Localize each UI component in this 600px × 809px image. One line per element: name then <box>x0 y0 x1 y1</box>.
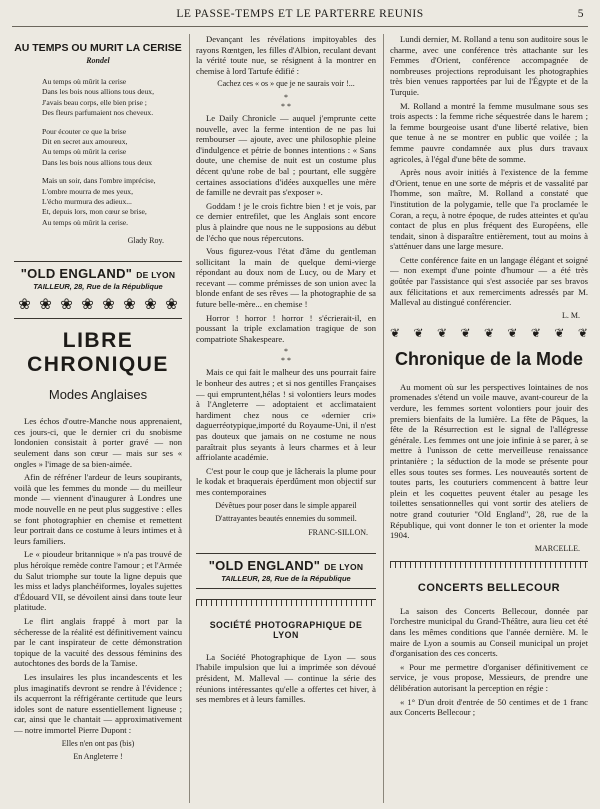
ad-title <box>196 558 376 573</box>
column-3 <box>390 34 588 803</box>
paragraph: Le Daily Chronicle — auquel j'emprunte cette nouvelle, avec la ferme intention de ne pas lui rembourser — ajoute, avec une philosophie pleine d'indulgence et pétrie de bonnes intentions : « Sans doute, une chemise de nuit est un costume plus décent qu'une robe de bal ; pourtant, elle suggère certaines associations d'idées auxquelles une mère de famille ne devrait pas s'exposer ». <box>196 112 376 198</box>
column-rule <box>189 34 190 803</box>
swan-ornament-icon: ❦ <box>460 325 471 340</box>
poem-stanza <box>14 77 182 119</box>
flower-ornament-icon: ❀ <box>144 297 157 314</box>
paragraph: « 1° D'un droit d'entrée de 50 centimes et de 1 franc aux Concerts Bellecour ; <box>390 696 588 718</box>
swan-ornament-icon: ❦ <box>577 325 588 340</box>
ad-address: TAILLEUR, 28, Rue de la République <box>221 573 351 583</box>
ad-title-suffix: DE LYON <box>324 561 364 572</box>
poem-line: L'ombre mourra de mes yeux, <box>42 186 133 196</box>
concerts-heading: CONCERTS BELLECOUR <box>417 581 561 594</box>
quote-line: En Angleterre ! <box>73 752 123 762</box>
flower-ornament-icon: ❀ <box>60 297 73 314</box>
verse-line: D'attrayantes beautés ennemies du sommeil. <box>215 514 357 524</box>
paragraph: Après nous avoir initiés à l'existence de la femme d'Orient, tenue en une sorte de mépris et de vassalité par l'homme, son maître, M. Rolland a constaté que l'institution de la polygamie, telle que l'a proclamée le Coran, a reçu, à notre époque, de rudes atteintes et qu'au contact de plus en plus fréquent des Européens, elle tendait, sinon à disparaître entièrement, tout au moins à s'atténuer dans une large mesure. <box>390 167 588 252</box>
paragraph: Goddam ! je le crois fichtre bien ! et je vois, par ce dernier entrefilet, que les Anglais sont encore plus à plaindre que nous ne le supposions au début de l'écho que nous répercutons. <box>196 200 376 243</box>
paragraph: M. Rolland a montré la femme musulmane sous ses trois aspects : la femme riche séquestrée dans le harem ; la femme bourgeoise usant d'une liberté relative, bien que tenue à ne se montrer en public que voilée ; la femme pauvre condamnée aux plus durs travaux agricoles, à l'égal d'une bête de somme. <box>390 100 588 164</box>
paragraph: « Pour me permettre d'organiser définitivement ce service, je vous propose, Messieurs, de prendre une délibération autorisant la perception en régie : <box>390 661 588 693</box>
verse-line: Dévêtues pour poser dans le simple appareil <box>215 500 357 510</box>
ornament-band <box>390 326 588 341</box>
quote-line: Elles n'en ont pas (bis) <box>61 738 135 748</box>
paragraph: Cette conférence faite en un langage élégant et soigné — non exempt d'une pointe d'humour — a été très goûtée par l'assistance qui s'est associée par ses bravos aux félicitations et aux remerciments adressés par M. Malleval au distingué conférencier. <box>390 254 588 308</box>
swan-ornament-icon: ❦ <box>413 325 424 340</box>
ornament-row <box>14 297 182 313</box>
author-signature: L. M. <box>562 310 580 320</box>
ad-title-text: "OLD ENGLAND" <box>20 266 133 282</box>
ad-title-text: "OLD ENGLAND" <box>208 557 321 573</box>
ad-title <box>14 266 182 281</box>
flower-ornament-icon: ❀ <box>123 297 136 314</box>
column-2 <box>196 34 376 803</box>
asterism: * * * <box>281 347 291 366</box>
poem-line: Au temps où mûrit la cerise. <box>42 217 129 227</box>
asterism: * * * <box>281 92 291 111</box>
decorative-rule <box>390 561 588 572</box>
flower-ornament-icon: ❀ <box>18 297 31 314</box>
paragraph: Horror ! horror ! horror ! s'écrierait-il, en poussant la triple exclamation tragique de son compatriote Shakespeare. <box>196 312 376 344</box>
paragraph: La Société Photographique de Lyon — sous l'habile impulsion que lui a imprimée son dévoué président, M. Malleval — continue la série des réunions intéressantes qu'elle a offertes cet hiver, à ses membres et à leurs familles. <box>196 651 376 705</box>
paragraph: Les insulaires les plus incandescents et les plus imaginatifs devront se rendre à l'évidence ; ils acquerront la réfrigérante certitude que leurs idoles sont de nature essentiellement ligneuse ; car, ainsi que le chantait — approximativement — notre immortel Pierre Dupont : <box>14 671 182 735</box>
flower-ornament-icon: ❀ <box>39 297 52 314</box>
journal-title: LE PASSE-TEMPS ET LE PARTERRE REUNIS <box>176 8 424 20</box>
paragraph: Mais ce qui fait le malheur des uns pourrait faire le bonheur des autres ; et si nos gentilles Françaises — qui empruntent,hélas ! si volontiers leurs modes à l'Angleterre — adoptaient et acclimataient hardiment chez nous ce «dernier cri» daguerréotypique,importé du Royaume-Uni, il n'est pas douteux que jamais on ne costume ne nous paraîtrait plus seyants à leurs charmes et à leur affriolante académie. <box>196 367 376 463</box>
poem-line: L'écho murmura des adieux... <box>42 197 132 207</box>
poem-stanza <box>14 176 182 228</box>
old-england-ad <box>14 261 182 319</box>
poem-line: Dans les bois nous allions tous deux, <box>42 87 155 97</box>
paragraph: Afin de réfréner l'ardeur de leurs soupirants, voilà que les femmes du monde — du meilleur monde — viennent d'inaugurer à Londres une mode nouvelle en ne peut plus suggestive : elles se font photographier en chemise et remettent leur portrait dans ce costume à leurs intimes et à leurs familiers. <box>14 472 182 546</box>
swan-ornament-icon: ❦ <box>507 325 518 340</box>
poem-stanza <box>14 127 182 169</box>
chronique-subheading: Modes Anglaises <box>48 387 148 403</box>
page-header <box>12 8 588 27</box>
chronique-heading: LIBRE CHRONIQUE <box>27 329 169 377</box>
poem-line: Des fleurs parfumaient nos cheveux. <box>42 108 154 118</box>
poem-line: Et, depuis lors, mon cœur se brise, <box>42 207 147 217</box>
paragraph: C'est pour le coup que je lâcherais la plume pour le kodak et braquerais éperdûment mon objectif sur mes contemporaines <box>196 465 376 497</box>
poem-line: J'avais beau corps, elle bien prise ; <box>42 97 147 107</box>
flower-ornament-icon: ❀ <box>102 297 115 314</box>
quote-line: Cachez ces « os » que je ne saurais voir !... <box>217 79 355 89</box>
swan-ornament-icon: ❦ <box>554 325 565 340</box>
poem-line: Mais un soir, dans l'ombre imprécise, <box>42 176 156 186</box>
poem-line: Au temps où mûrit la cerise <box>42 147 127 157</box>
swan-ornament-icon: ❦ <box>530 325 541 340</box>
author-signature: FRANC-SILLON. <box>308 527 368 537</box>
swan-ornament-icon: ❦ <box>436 325 448 340</box>
poem-title: AU TEMPS OU MURIT LA CERISE <box>14 42 182 54</box>
author-signature: MARCELLE. <box>534 543 580 553</box>
flower-ornament-icon: ❀ <box>165 297 178 314</box>
ad-title-suffix: DE LYON <box>136 270 176 281</box>
column-rule <box>383 34 384 803</box>
paragraph: La saison des Concerts Bellecour, donnée par l'orchestre municipal du Grand-Théâtre, aura lieu cet été dans les mêmes conditions que l'année dernière. M. le maire de Lyon a soumis au Conseil municipal un projet d'organisation des ces concerts. <box>390 605 588 659</box>
paragraph: Lundi dernier, M. Rolland a tenu son auditoire sous le charme, avec une conférence très attachante sur les Femmes d'Orient, conférence accompagnée de nombreuses projections reproduisant les photographies très bien venues rapportées par lui de l'Égypte et de la Turquie. <box>390 34 588 97</box>
poem-line: Dans les bois nous allions tous deux <box>42 157 153 167</box>
photo-society-heading: SOCIÉTÉ PHOTOGRAPHIQUE DE LYON <box>209 619 363 640</box>
paragraph: Les échos d'outre-Manche nous apprenaient, ces jours-ci, que le dernier cri du snobisme londonien consistait à porter gravé — non seulement dans son cœur — mais sur ses « ongles » l'image de sa bien-aimée. <box>14 416 182 469</box>
page-number: 5 <box>577 8 584 20</box>
old-england-ad <box>196 553 376 589</box>
swan-ornament-icon: ❦ <box>483 325 494 340</box>
poem-line: Pour écouter ce que la brise <box>42 126 127 136</box>
poem-signature: Glady Roy. <box>127 236 164 246</box>
paragraph: Vous figurez-vous l'état d'âme du gentleman sollicitant la main de quelque demi-vierge répondant au doux nom de Lucy, ou de Mary et recevant — comme prémisses de son union avec la blonde enfant de ses rêves — la photographie de sa future belle-mère... en chemise ! <box>196 246 376 310</box>
paragraph: Devançant les révélations impitoyables des rayons Rœntgen, les filles d'Albion, reculant devant la vérité toute nue, se résignent à la montrer en chemise à lord Tartufe édifié : <box>196 34 376 76</box>
poem-subtitle: Rondel <box>86 56 110 65</box>
poem-line: Au temps où mûrit la cerise <box>42 77 127 86</box>
flower-ornament-icon: ❀ <box>81 297 94 314</box>
paragraph: Le flirt anglais frappé à mort par la sécheresse de la réalité est définitivement vaincu par le cant inspirateur de cette démonstration topique de la vacuité des dessous féminins des autochtones des bords de la Tamise. <box>14 615 182 669</box>
paragraph: Au moment où sur les perspectives lointaines de nos promenades s'étend un voile mauve, avant-coureur de la verdure, les femmes sortent volontiers pour jouir des premiers bienfaits de la lumière. La fête de Pâques, la fête de la Résurrection est le signal de l'allégresse générale. Les femmes ont une joie infinie à se parer, à se mettre à l'unisson de cette merveilleuse renaissance printanière ; la séduction de la mode se présente pour elles sous toutes ses formes. Les nouveautés sortent de toutes parts, les couturiers commencent à battre leur plein et les coquettes peuvent étaler au pesage les toilettes sensationnelles qui vont sortir des ateliers de notre grand couturier "Old England", 28, rue de la République, qui vont donner le ton et orienter la mode 1904. <box>390 381 588 541</box>
mode-heading: Chronique de la Mode <box>394 348 583 369</box>
column-1 <box>14 34 182 803</box>
poem-line: Dit en secret aux amoureux, <box>42 137 128 147</box>
decorative-rule <box>196 599 376 610</box>
paragraph: Le « pioudeur britannique » n'a pas trouvé de plus héroïque remède contre l'amour ; et l'Armée du Salut triomphe sur toute la ligne depuis que les miss et ladys planchéiformes, loyales sujettes d'Édouard VII, se dévoilent ainsi dans toute leur platitude. <box>14 549 182 613</box>
swan-ornament-icon: ❦ <box>390 325 401 340</box>
ad-address: TAILLEUR, 28, Rue de la République <box>33 282 163 292</box>
